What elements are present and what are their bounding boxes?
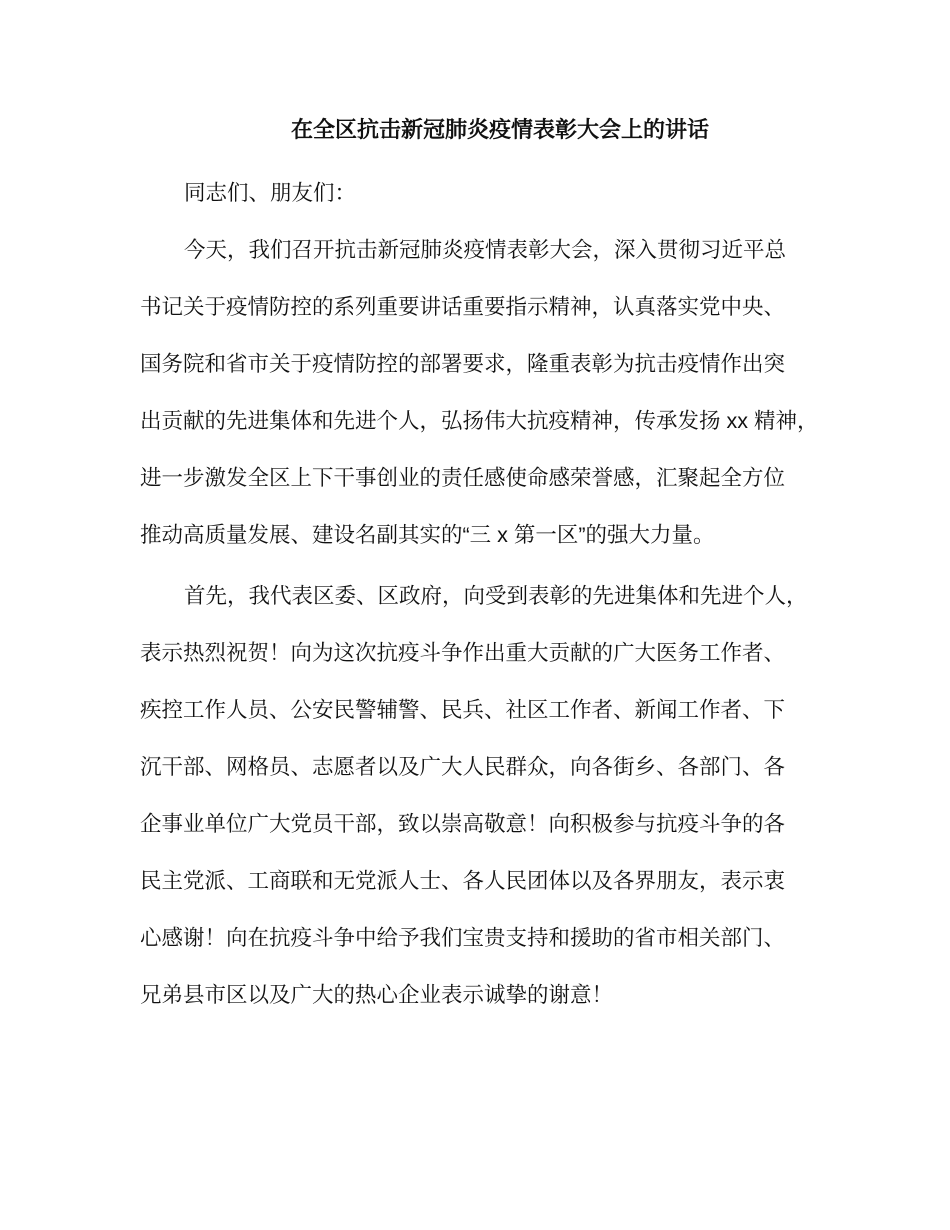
paragraph-line: 沉干部、网格员、志愿者以及广大人民群众，向各街乡、各部门、各: [140, 755, 786, 779]
paragraph-line: 出贡献的先进集体和先进个人，弘扬伟大抗疫精神，传承发扬 xx 精神，: [140, 409, 819, 433]
paragraph-line: 推动高质量发展、建设名副其实的“三 x 第一区”的强大力量。: [140, 523, 715, 547]
paragraph-line: 表示热烈祝贺！向为这次抗疫斗争作出重大贡献的广大医务工作者、: [140, 641, 786, 665]
paragraph-line: 兄弟县市区以及广大的热心企业表示诚挚的谢意！: [140, 983, 614, 1007]
salutation: 同志们、朋友们：: [184, 181, 357, 205]
paragraph-line: 企事业单位广大党员干部，致以崇高敬意！向积极参与抗疫斗争的各: [140, 812, 786, 836]
paragraph-line: 进一步激发全区上下干事创业的责任感使命感荣誉感，汇聚起全方位: [140, 466, 786, 490]
paragraph-line: 国务院和省市关于疫情防控的部署要求，隆重表彰为抗击疫情作出突: [140, 352, 786, 376]
paragraph-line: 心感谢！向在抗疫斗争中给予我们宝贵支持和援助的省市相关部门、: [140, 926, 786, 950]
paragraph-line: 书记关于疫情防控的系列重要讲话重要指示精神，认真落实党中央、: [140, 295, 786, 319]
paragraph-line: 疾控工作人员、公安民警辅警、民兵、社区工作者、新闻工作者、下: [140, 698, 786, 722]
paragraph-line: 今天，我们召开抗击新冠肺炎疫情表彰大会，深入贯彻习近平总: [184, 238, 787, 262]
document-title: 在全区抗击新冠肺炎疫情表彰大会上的讲话: [290, 117, 709, 142]
paragraph-line: 民主党派、工商联和无党派人士、各人民团体以及各界朋友，表示衷: [140, 869, 786, 893]
paragraph-line: 首先，我代表区委、区政府，向受到表彰的先进集体和先进个人，: [184, 584, 808, 608]
